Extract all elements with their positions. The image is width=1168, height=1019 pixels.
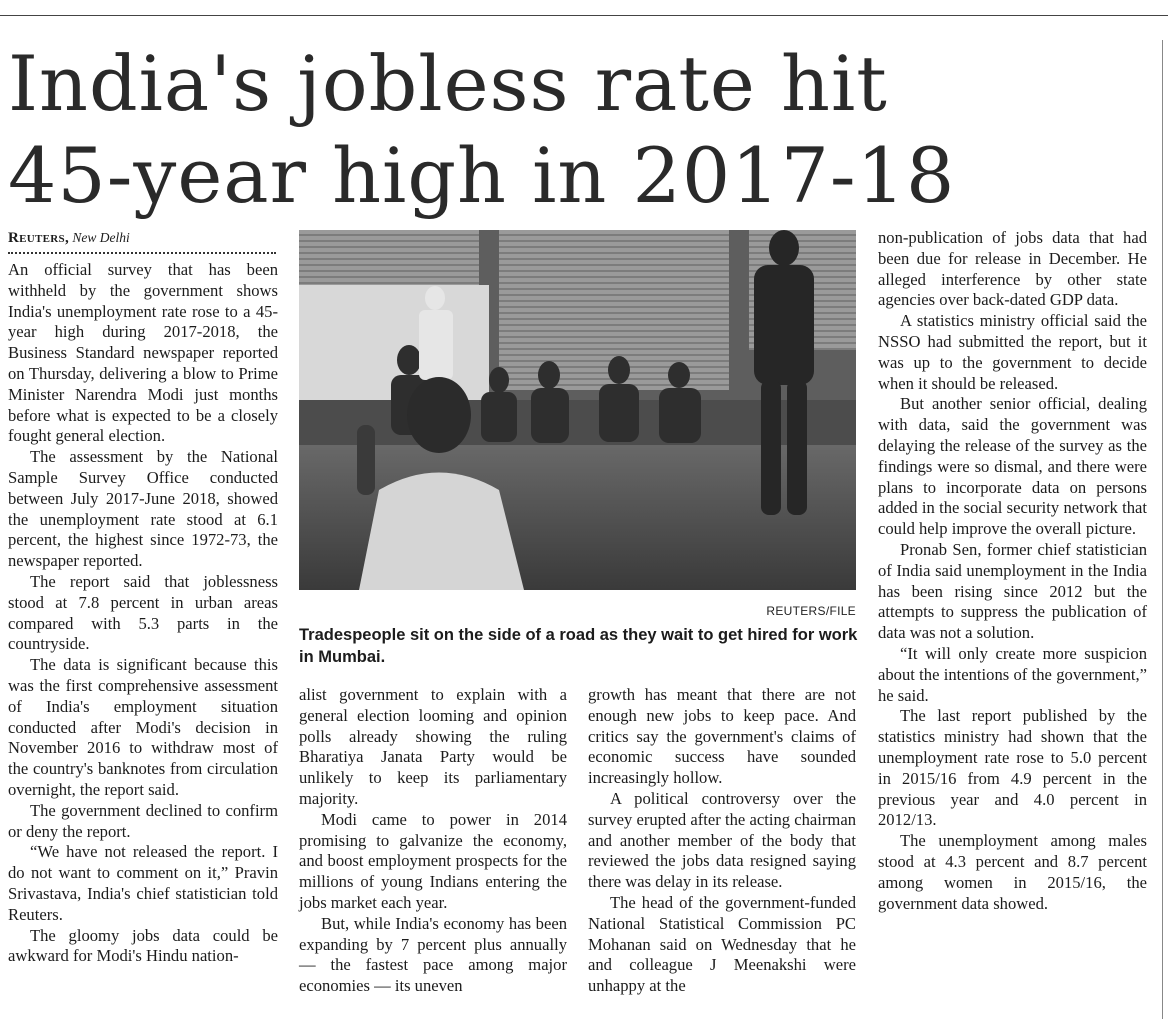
headline-line-2: 45-year high in 2017-18 — [8, 131, 956, 220]
headline — [8, 38, 1158, 222]
news-photo — [299, 230, 856, 590]
paragraph: Modi came to power in 2014 promising to galvanize the economy, and boost employment prospects for the millions of young Indians entering the jobs market each year. — [299, 809, 567, 912]
paragraph: The head of the government-funded National Statistical Commission PC Mohanan said on Wednesday that he and colleague J Meenakshi were unhappy at the — [588, 892, 856, 996]
byline — [8, 228, 278, 248]
article-column-2 — [299, 685, 567, 997]
byline-place: New Delhi — [72, 230, 130, 245]
paragraph: The data is significant because this was the first comprehensive assessment of India's employment situation conducted after Modi's decision in November 2016 to withdraw most of the country's banknotes from circulation overnight, the report said. — [8, 655, 278, 799]
paragraph: A statistics ministry official said the NSSO had submitted the report, but it was up to the government to decide when it should be released. — [878, 311, 1147, 393]
column-rule — [1162, 40, 1163, 1019]
paragraph: The last report published by the statistics ministry had shown that the unemployment rate rose to 5.0 percent in 2015/16 from 4.9 percent in the previous year and 4.0 percent in 2012/13. — [878, 706, 1147, 830]
paragraph: A political controversy over the survey erupted after the acting chairman and another member of the body that reviewed the jobs data resigned saying there was delay in its release. — [588, 788, 856, 892]
paragraph: non-publication of jobs data that had been due for release in December. He alleged interference by other state agencies over back-dated GDP data. — [878, 228, 1147, 310]
paragraph: But another senior official, dealing with data, said the government was delaying the release of the survey as the findings were so dismal, and there were plans to incorporate data on persons added in the social security network that could help improve the overall picture. — [878, 394, 1147, 539]
byline-agency: Reuters, — [8, 230, 69, 246]
paragraph: Pronab Sen, former chief statistician of India said unemployment in the India has been rising since 2012 but the attempts to suppress the publication of data was not a solution. — [878, 539, 1147, 643]
paragraph: The gloomy jobs data could be awkward for Modi's Hindu nation- — [8, 925, 278, 966]
article-column-3 — [588, 685, 856, 997]
paragraph: The unemployment among males stood at 4.3 percent and 8.7 percent among women in 2015/16, the government data showed. — [878, 831, 1147, 913]
paragraph: The government declined to confirm or deny the report. — [8, 800, 278, 841]
byline-divider — [8, 252, 276, 254]
paragraph: The assessment by the National Sample Survey Office conducted between July 2017-June 2018, showed the unemployment rate stood at 6.1 percent, the highest since 1972-73, the newspaper reported. — [8, 447, 278, 571]
headline-line-1: India's jobless rate hit — [8, 39, 888, 128]
paragraph: “It will only create more suspicion about the intentions of the government,” he said. — [878, 643, 1147, 705]
paragraph: But, while India's economy has been expanding by 7 percent plus annually — the fastest pace among major economies — its uneven — [299, 913, 567, 996]
paragraph: An official survey that has been withheld by the government shows India's unemployment rate rose to a 45-year high during 2017-2018, the Business Standard newspaper reported on Thursday, delivering a blow to Prime Minister Narendra Modi just months before what is expected to be a closely fought general election. — [8, 260, 278, 446]
paragraph: “We have not released the report. I do not want to comment on it,” Pravin Srivastava, India's chief statistician told Reuters. — [8, 842, 278, 924]
paragraph: growth has meant that there are not enough new jobs to keep pace. And critics say the government's claims of economic success have sounded increasingly hollow. — [588, 685, 856, 788]
top-rule — [0, 15, 1168, 16]
photo-caption: Tradespeople sit on the side of a road as they wait to get hired for work in Mumbai. — [299, 626, 858, 666]
article-column-1 — [8, 228, 278, 967]
photo-image — [299, 230, 856, 590]
paragraph: alist government to explain with a general election looming and opinion polls already showing the ruling Bharatiya Janata Party would be unlikely to keep its parliamentary majority. — [299, 685, 567, 808]
paragraph: The report said that joblessness stood at 7.8 percent in urban areas compared with 5.3 parts in the countryside. — [8, 571, 278, 654]
article-column-4 — [878, 228, 1147, 914]
photo-credit: REUTERS/FILE — [766, 604, 856, 618]
